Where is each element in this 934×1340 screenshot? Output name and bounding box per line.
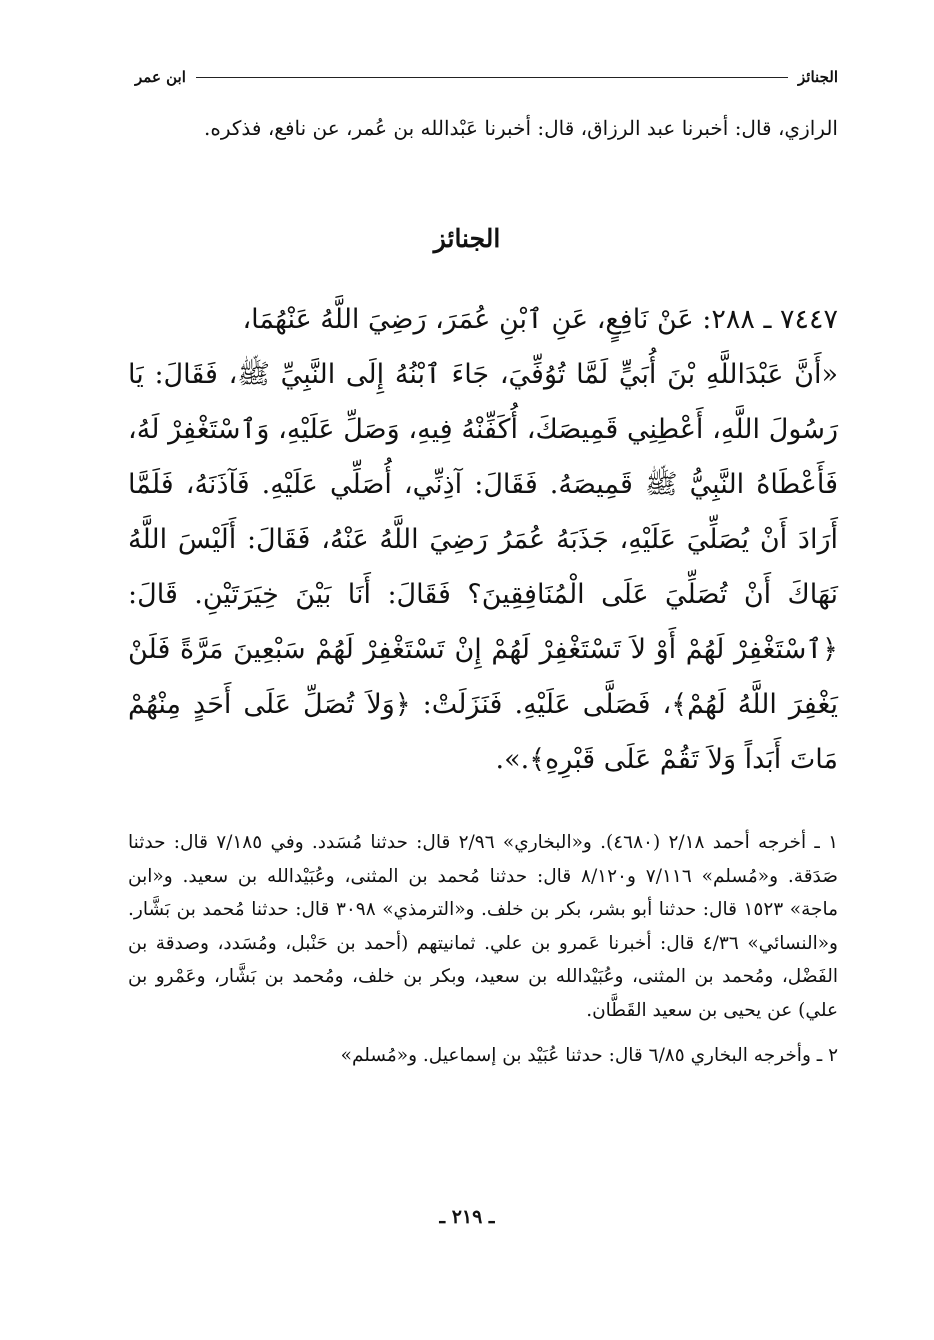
footnote-2: ٢ ـ وأخرجه البخاري ٦/٨٥ قال: حدثنا عُبَيْد بن إسماعيل. و«مُسلم» bbox=[340, 1045, 838, 1066]
intro-paragraph: الرازي، قال: أخبرنا عبد الرزاق، قال: أخبرنا عَبْدالله بن عُمر، عن نافع، فذكره. bbox=[204, 116, 838, 140]
header-rule bbox=[196, 77, 788, 78]
footnote-1: ١ ـ أخرجه أحمد ٢/١٨ (٤٦٨٠). و«البخاري» ٢/٩٦ قال: حدثنا مُسَدد. وفي ٧/١٨٥ قال: حدثنا صَدَقة. و«مُسلم» ٧/١١٦ و٨/١٢٠ قال: حدثنا مُحمد بن المثنى، وعُبَيْدالله بن سعيد. و«ابن ماجة» ١٥٢٣ قال: حدثنا أبو بشر، بكر بن خلف. و«الترمذي» ٣٠٩٨ قال: حدثنا مُحمد بن بَشَّار. و«النسائي» ٤/٣٦ قال: أخبرنا عَمرو بن علي. ثمانيتهم (أحمد بن حَنْبل، ومُسَدد، وصدقة بن الفَضْل، ومُحمد بن المثنى، وعُبَيْدالله بن سعيد، وبكر بن خلف، ومُحمد بن بَشَّار، وعَمْرو بن علي) عن يحيى بن سعيد القَطَّان. bbox=[128, 832, 839, 1021]
page-number: ـ ٢١٩ ـ bbox=[439, 1206, 495, 1228]
running-header bbox=[135, 64, 838, 90]
hadith-isnad: عَنْ نَافِعٍ، عَنِ ٱبْنِ عُمَرَ، رَضِيَ اللَّهُ عَنْهُمَا، bbox=[242, 304, 694, 335]
hadith-block bbox=[128, 292, 838, 787]
hadith-number: ٧٤٤٧ ـ ٢٨٨: bbox=[702, 304, 838, 335]
hadith-chain bbox=[128, 292, 838, 347]
section-heading: الجنائز bbox=[433, 224, 501, 253]
hadith-text: «أَنَّ عَبْدَاللَّهِ بْنَ أُبَيٍّ لَمَّا تُوُفِّيَ، جَاءَ ٱبْنُهُ إِلَى النَّبِيِّ ﷺ، فَقَالَ: يَا رَسُولَ اللَّهِ، أَعْطِنِي قَمِيصَكَ، أُكَفِّنْهُ فِيهِ، وَصَلِّ عَلَيْهِ، وَٱسْتَغْفِرْ لَهُ، فَأَعْطَاهُ النَّبِيُّ ﷺ قَمِيصَهُ. فَقَالَ: آذِنِّي، أُصَلِّي عَلَيْهِ. فَآذَنَهُ، فَلَمَّا أَرَادَ أَنْ يُصَلِّيَ عَلَيْهِ، جَذَبَهُ عُمَرُ رَضِيَ اللَّهُ عَنْهُ، فَقَالَ: أَلَيْسَ اللَّهُ نَهَاكَ أَنْ تُصَلِّيَ عَلَى الْمُنَافِقِينَ؟ فَقَالَ: أَنَا بَيْنَ خِيَرَتَيْنِ. قَالَ: ﴿ٱسْتَغْفِرْ لَهُمْ أَوْ لاَ تَسْتَغْفِرْ لَهُمْ إِنْ تَسْتَغْفِرْ لَهُمْ سَبْعِينَ مَرَّةً فَلَنْ يَغْفِرَ اللَّهُ لَهُمْ﴾، فَصَلَّى عَلَيْهِ. فَنَزَلَتْ: ﴿وَلاَ تُصَلِّ عَلَى أَحَدٍ مِنْهُمْ مَاتَ أَبَداً وَلاَ تَقُمْ عَلَى قَبْرِهِ﴾.». bbox=[128, 359, 838, 775]
footnotes bbox=[128, 826, 838, 1073]
header-narrator: ابن عمر bbox=[135, 68, 186, 86]
header-section-title: الجنائز bbox=[798, 68, 838, 86]
